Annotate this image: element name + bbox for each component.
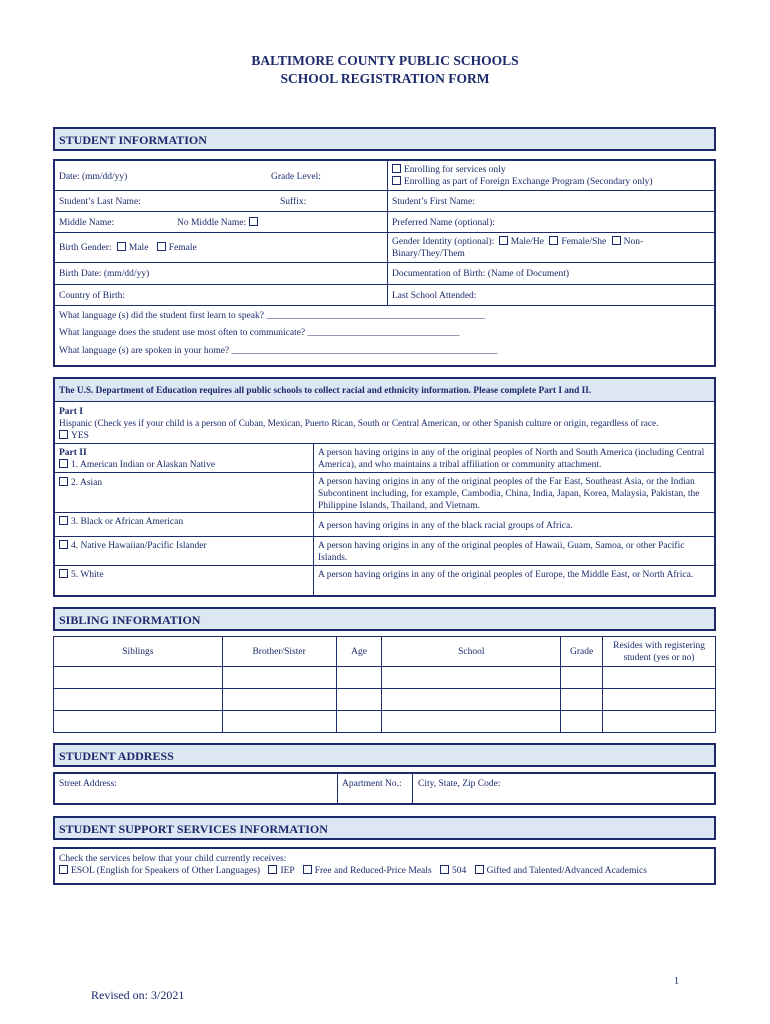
race-1-checkbox[interactable] [59,459,68,468]
col-school: School [382,637,561,667]
birth-date-field[interactable]: Birth Date: (mm/dd/yy) [59,269,150,279]
sibling-school-input[interactable] [382,667,561,689]
gender-identity-label: Gender Identity (optional): [392,237,495,247]
iep-checkbox[interactable] [268,865,277,874]
hispanic-question: Hispanic (Check yes if your child is a person of Cuban, Mexican, Puerto Rican, South or Central American, or other Spanish culture or origin, regardless of race. [59,419,659,429]
hispanic-yes-checkbox[interactable] [59,430,68,439]
suffix-field[interactable]: Suffix: [280,197,307,207]
language-home-field[interactable]: What language (s) are spoken in your home? ________________________________________________________ [59,346,498,356]
documentation-of-birth-field[interactable]: Documentation of Birth: (Name of Document) [392,269,570,279]
farms-label: Free and Reduced-Price Meals [314,866,432,876]
birth-gender-female-checkbox[interactable] [157,242,166,251]
form-title [0,52,770,88]
sibling-age-input[interactable] [336,667,382,689]
middle-name-field[interactable]: Middle Name: [59,218,115,228]
gender-non-binary-label-2: Binary/They/Them [392,249,465,259]
enroll-exchange-label: Enrolling as part of Foreign Exchange Program (Secondary only) [404,177,653,187]
sibling-grade-input[interactable] [561,667,603,689]
sibling-age-input[interactable] [336,711,382,733]
sibling-resides-input[interactable] [603,689,716,711]
country-of-birth-field[interactable]: Country of Birth: [59,291,125,301]
student-information-header: STUDENT INFORMATION [53,127,716,151]
page-number: 1 [674,976,679,987]
gender-non-binary-label: Non- [623,237,644,247]
part-1-heading: Part I [59,407,84,417]
race-1-label: 1. American Indian or Alaskan Native [71,460,216,470]
race-5-checkbox[interactable] [59,569,68,578]
race-2-label: 2. Asian [71,478,103,488]
revised-date: Revised on: 3/2021 [91,988,185,1002]
gender-non-binary-checkbox[interactable] [612,236,621,245]
col-grade: Grade [561,637,603,667]
grade-level-field[interactable]: Grade Level: [271,172,321,182]
sibling-grade-input[interactable] [561,711,603,733]
race-3-checkbox[interactable] [59,516,68,525]
race-4-checkbox[interactable] [59,540,68,549]
language-first-learned-field[interactable]: What language (s) did the student first learn to speak? ______________________________________________ [59,311,485,321]
enroll-services-label: Enrolling for services only [404,165,506,175]
title-line-1: BALTIMORE COUNTY PUBLIC SCHOOLS [251,53,519,68]
race-3-description: A person having origins in any of the black racial groups of Africa. [318,521,573,531]
sibling-table [53,636,716,733]
col-resides: Resides with registering student (yes or no) [603,637,716,667]
504-checkbox[interactable] [440,865,449,874]
birth-gender-female-label: Female [168,243,197,253]
support-instructions: Check the services below that your child currently receives: [59,854,287,864]
birth-gender-label: Birth Gender: [59,243,112,253]
gender-male-he-label: Male/He [510,237,544,247]
no-middle-name-label: No Middle Name: [177,218,247,228]
first-name-field[interactable]: Student’s First Name: [392,197,475,207]
sibling-resides-input[interactable] [603,667,716,689]
iep-label: IEP [280,866,295,876]
sibling-resides-input[interactable] [603,711,716,733]
birth-gender-male-checkbox[interactable] [117,242,126,251]
col-brother-sister: Brother/Sister [222,637,336,667]
sibling-name-input[interactable] [54,711,223,733]
preferred-name-field[interactable]: Preferred Name (optional): [392,218,495,228]
enroll-services-checkbox[interactable] [392,164,401,173]
birth-gender-male-label: Male [128,243,149,253]
title-line-2: SCHOOL REGISTRATION FORM [280,71,490,86]
race-1-description: A person having origins in any of the original peoples of North and South America (including Central America), and who maintains a tribal affiliation or community attachment. [318,448,705,470]
part-2-heading: Part II [59,448,87,458]
last-name-field[interactable]: Student’s Last Name: [59,197,141,207]
esol-label: ESOL (English for Speakers of Other Languages) [71,866,261,876]
sibling-relation-input[interactable] [222,711,336,733]
gender-female-she-label: Female/She [561,237,607,247]
col-age: Age [336,637,382,667]
sibling-age-input[interactable] [336,689,382,711]
street-address-field[interactable]: Street Address: [59,779,117,789]
sibling-grade-input[interactable] [561,689,603,711]
race-5-label: 5. White [71,570,104,580]
sibling-school-input[interactable] [382,711,561,733]
enroll-exchange-checkbox[interactable] [392,176,401,185]
race-3-label: 3. Black or African American [71,517,184,527]
sibling-information-header: SIBLING INFORMATION [53,607,716,631]
sibling-header-row [54,637,716,667]
col-siblings: Siblings [54,637,223,667]
table-row [54,667,716,689]
race-2-checkbox[interactable] [59,477,68,486]
race-4-label: 4. Native Hawaiian/Pacific Islander [71,541,207,551]
gender-female-she-checkbox[interactable] [549,236,558,245]
date-field[interactable]: Date: (mm/dd/yy) [59,172,128,182]
ethnicity-intro: The U.S. Department of Education requires all public schools to collect racial and ethnicity information. Please complete Part I and II. [59,386,592,396]
farms-checkbox[interactable] [303,865,312,874]
gender-male-he-checkbox[interactable] [499,236,508,245]
language-most-often-field[interactable]: What language does the student use most often to communicate? ________________________________ [59,328,460,338]
race-2-description: A person having origins in any of the original peoples of the Far East, Southeast Asia, or the Indian Subcontinent including, for example, Cambodia, China, India, Japan, Korea, Malaysia, Pakistan, the Philippine Islands, Thailand, and Vietnam. [318,477,700,511]
race-4-description: A person having origins in any of the original peoples of Hawaii, Guam, Samoa, or other Pacific Islands. [318,541,685,563]
no-middle-name-checkbox[interactable] [249,217,258,226]
last-school-field[interactable]: Last School Attended: [392,291,477,301]
table-row [54,711,716,733]
apartment-field[interactable]: Apartment No.: [342,779,402,789]
table-row [54,689,716,711]
sibling-name-input[interactable] [54,667,223,689]
sibling-relation-input[interactable] [222,689,336,711]
student-address-header: STUDENT ADDRESS [53,743,716,767]
sibling-name-input[interactable] [54,689,223,711]
gifted-label: Gifted and Talented/Advanced Academics [486,866,647,876]
gifted-checkbox[interactable] [475,865,484,874]
504-label: 504 [451,866,467,876]
race-5-description: A person having origins in any of the original peoples of Europe, the Middle East, or North Africa. [318,570,694,580]
city-state-zip-field[interactable]: City, State, Zip Code: [418,779,501,789]
sibling-school-input[interactable] [382,689,561,711]
support-services-header: STUDENT SUPPORT SERVICES INFORMATION [53,816,716,840]
esol-checkbox[interactable] [59,865,68,874]
hispanic-yes-label: YES [71,431,89,441]
sibling-relation-input[interactable] [222,667,336,689]
